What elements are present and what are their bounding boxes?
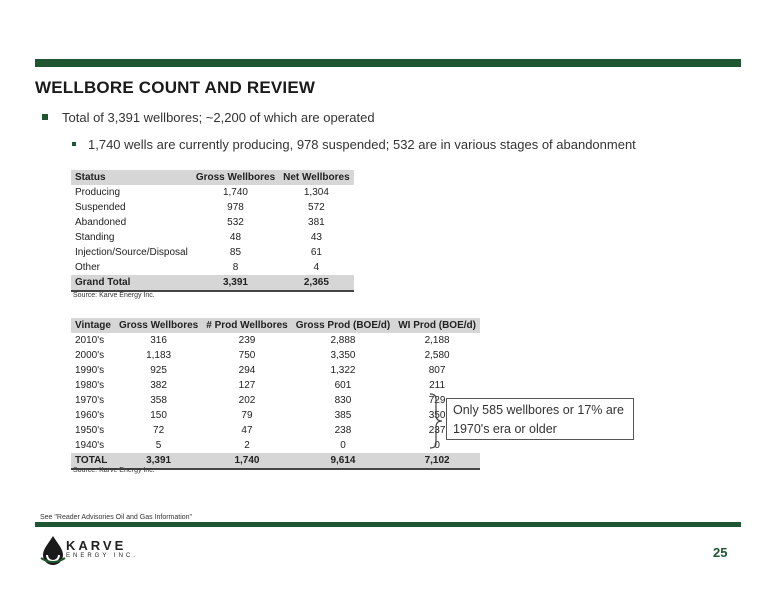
table-cell: 350: [428, 410, 446, 421]
table-cell: 750: [238, 350, 256, 361]
table-row: [71, 333, 480, 348]
table-cell: 601: [334, 380, 352, 391]
table-cell: 1980's: [75, 380, 105, 391]
table-cell: 237: [428, 425, 446, 436]
table-cell: 1,322: [330, 365, 356, 376]
column-header: # Prod Wellbores: [202, 318, 292, 333]
brace-icon: [428, 393, 448, 449]
top-rule: [35, 59, 741, 67]
total-cell: 7,102: [394, 453, 480, 469]
bullet-text: Total of 3,391 wellbores; ~2,200 of which are operated: [62, 110, 375, 125]
table-cell: 8: [232, 262, 239, 273]
total-cell: 9,614: [292, 453, 394, 469]
bullet-total-wellbores: [42, 110, 375, 125]
table-cell: 316: [150, 335, 167, 346]
table-row: [71, 393, 480, 408]
total-cell: TOTAL: [71, 453, 115, 469]
table-cell: 3,350: [330, 350, 356, 361]
table-cell: 925: [150, 365, 167, 376]
table-cell: 532: [227, 217, 244, 228]
footnote: See "Reader Advisories Oil and Gas Information": [40, 514, 193, 521]
table-row: [71, 260, 354, 275]
table-cell: 382: [150, 380, 167, 391]
column-header: WI Prod (BOE/d): [394, 318, 480, 333]
square-bullet-icon: [42, 114, 48, 120]
table-cell: 239: [238, 335, 256, 346]
logo-subtitle: ENERGY INC.: [66, 553, 138, 559]
column-header: Status: [71, 170, 192, 185]
status-table: [71, 170, 354, 292]
table-cell: 127: [238, 380, 256, 391]
total-cell: 2,365: [279, 275, 354, 291]
table-cell: 385: [334, 410, 352, 421]
table-cell: 1970's: [75, 395, 105, 406]
table-cell: 2,888: [330, 335, 356, 346]
bullet-well-status: [72, 137, 636, 152]
table-cell: 85: [229, 247, 242, 258]
table-row: [71, 245, 354, 260]
table-cell: 807: [428, 365, 446, 376]
table-row: [71, 185, 354, 200]
page-title: WELLBORE COUNT AND REVIEW: [35, 78, 316, 97]
table-cell: 79: [241, 410, 253, 421]
table-cell: 1990's: [75, 365, 105, 376]
column-header: Gross Wellbores: [115, 318, 202, 333]
square-bullet-icon: [72, 142, 76, 146]
table-cell: 211: [429, 380, 446, 391]
table-cell: 238: [334, 425, 352, 436]
total-cell: Grand Total: [71, 275, 192, 291]
table-cell: 1,740: [222, 187, 248, 198]
table-cell: 2010's: [75, 335, 105, 346]
total-cell: 3,391: [115, 453, 202, 469]
table-cell: Producing: [75, 187, 121, 198]
table-row: [71, 438, 480, 453]
table-cell: 830: [334, 395, 352, 406]
bottom-rule: [35, 522, 741, 527]
page-number: 25: [713, 545, 728, 560]
table-cell: Suspended: [75, 202, 126, 213]
table-cell: 1,183: [146, 350, 172, 361]
table-row: [71, 378, 480, 393]
table-cell: 1940's: [75, 440, 105, 451]
table-row: [71, 423, 480, 438]
karve-logo-icon: [38, 534, 68, 568]
column-header: Net Wellbores: [279, 170, 354, 185]
table-cell: 202: [238, 395, 256, 406]
callout-box: Only 585 wellbores or 17% are 1970's era or older: [446, 398, 634, 440]
vintage-table: [71, 318, 480, 470]
table-cell: 48: [229, 232, 242, 243]
table-cell: 572: [308, 202, 325, 213]
column-header: Gross Wellbores: [192, 170, 279, 185]
table-cell: 47: [241, 425, 253, 436]
column-header: Gross Prod (BOE/d): [292, 318, 394, 333]
table-cell: 294: [238, 365, 256, 376]
table-row: [71, 408, 480, 423]
table-cell: 1960's: [75, 410, 105, 421]
table-cell: 2000's: [75, 350, 105, 361]
table-cell: 0: [434, 440, 440, 451]
table-cell: 5: [155, 440, 162, 451]
table-cell: 978: [227, 202, 244, 213]
table-cell: 2,580: [424, 350, 450, 361]
table-row: [71, 200, 354, 215]
table-cell: 729: [428, 395, 446, 406]
table-row: [71, 215, 354, 230]
table-cell: 1,304: [303, 187, 329, 198]
table-cell: 4: [313, 262, 320, 273]
bullet-text: 1,740 wells are currently producing, 978 suspended; 532 are in various stages of abandonment: [88, 137, 636, 152]
table-cell: 2: [244, 440, 250, 451]
table-row: [71, 363, 480, 378]
table-cell: 72: [153, 425, 165, 436]
table-cell: Abandoned: [75, 217, 127, 228]
table-cell: 43: [310, 232, 322, 243]
table-cell: Other: [75, 262, 101, 273]
status-table-source: Source: Karve Energy Inc.: [73, 292, 155, 299]
total-cell: 3,391: [192, 275, 279, 291]
table-cell: Injection/Source/Disposal: [75, 247, 188, 258]
table-cell: 150: [150, 410, 167, 421]
total-cell: 1,740: [202, 453, 292, 469]
table-cell: 0: [340, 440, 346, 451]
vintage-table-source: Source: Karve Energy Inc.: [73, 467, 155, 474]
table-cell: 61: [310, 247, 322, 258]
table-cell: 381: [308, 217, 325, 228]
table-cell: 1950's: [75, 425, 105, 436]
table-cell: Standing: [75, 232, 115, 243]
table-cell: 358: [150, 395, 167, 406]
table-row: [71, 230, 354, 245]
logo-wordmark: KARVE: [66, 538, 127, 553]
column-header: Vintage: [71, 318, 115, 333]
table-row: [71, 348, 480, 363]
table-cell: 2,188: [424, 335, 450, 346]
